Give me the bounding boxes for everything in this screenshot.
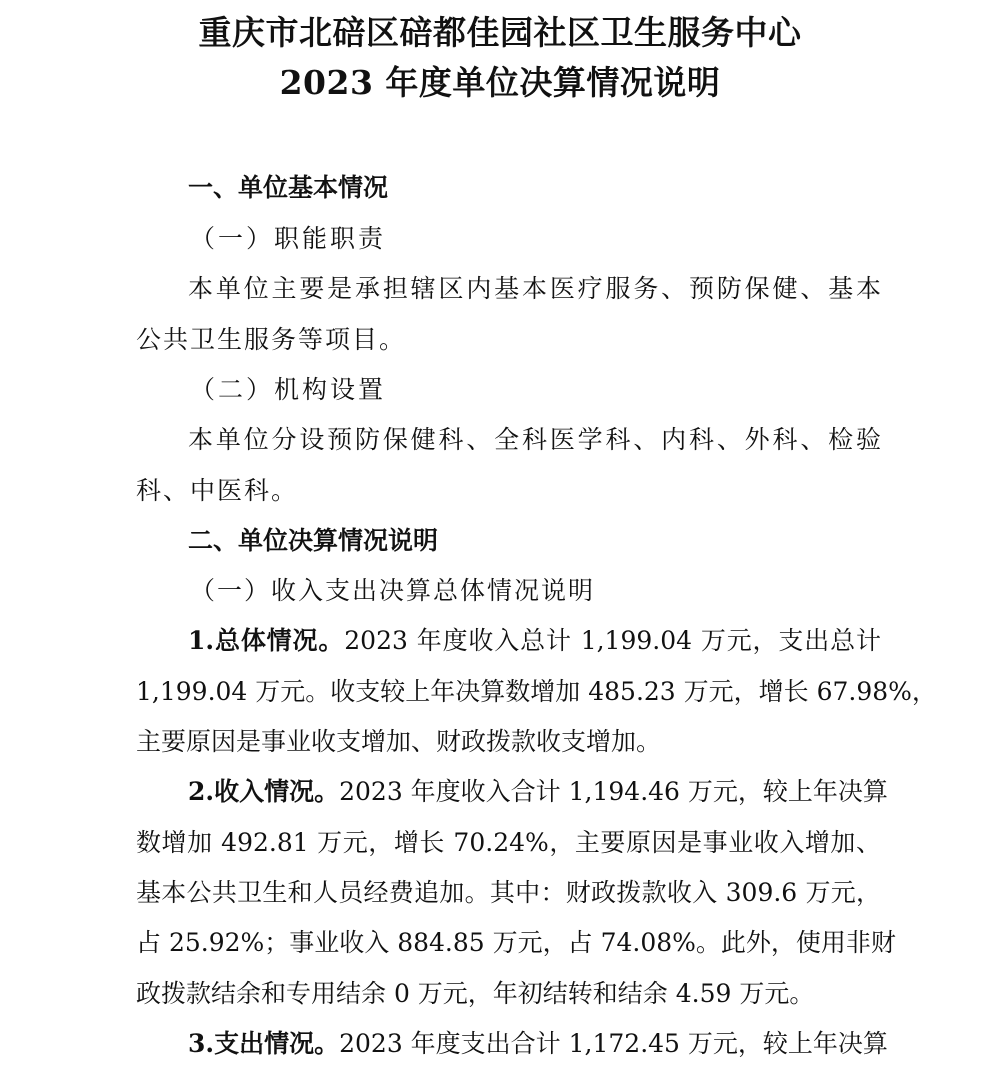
paragraph-line: 本单位主要是承担辖区内基本医疗服务、预防保健、基本 <box>188 274 881 303</box>
item-2-line <box>188 774 888 810</box>
document-title-line-1: 重庆市北碚区碚都佳园社区卫生服务中心 <box>198 13 802 52</box>
subsection-organization-heading: （二）机构设置 <box>190 375 387 404</box>
paragraph-line: 公共卫生服务等项目。 <box>136 325 407 354</box>
section-1-heading: 一、单位基本情况 <box>188 173 389 202</box>
paragraph-line: 基本公共卫生和人员经费追加。其中：财政拨款收入 309.6 万元， <box>136 878 881 907</box>
document-title-line-2: 2023 年度单位决算情况说明 <box>279 63 721 102</box>
paragraph-line: 政拨款结余和专用结余 0 万元，年初结转和结余 4.59 万元。 <box>136 979 815 1008</box>
paragraph-line: 本单位分设预防保健科、全科医学科、内科、外科、检验 <box>188 425 881 454</box>
paragraph-line: 主要原因是事业收支增加、财政拨款收支增加。 <box>136 727 662 756</box>
item-1-label: 1.总体情况。 <box>188 626 345 655</box>
subsection-income-expense-heading: （一）收入支出决算总体情况说明 <box>190 576 596 605</box>
item-2-label: 2.收入情况。 <box>188 777 340 806</box>
item-3-line <box>188 1026 888 1062</box>
paragraph-line: 数增加 492.81 万元，增长 70.24%，主要原因是事业收入增加、 <box>136 828 881 857</box>
paragraph-line: 占 25.92%；事业收入 884.85 万元，占 74.08%。此外，使用非财 <box>136 928 896 957</box>
item-3-label: 3.支出情况。 <box>188 1029 340 1058</box>
item-3-text: 2023 年度支出合计 1,172.45 万元，较上年决算 <box>339 1029 888 1058</box>
subsection-functions-heading: （一）职能职责 <box>190 224 387 253</box>
paragraph-line: 1,199.04 万元。收支较上年决算数增加 485.23 万元，增长 67.98%， <box>136 677 937 706</box>
item-1-text: 2023 年度收入总计 1,199.04 万元，支出总计 <box>344 626 881 655</box>
paragraph-line: 科、中医科。 <box>136 476 299 505</box>
item-2-text: 2023 年度收入合计 1,194.46 万元，较上年决算 <box>339 777 888 806</box>
item-1-line <box>188 623 881 659</box>
section-2-heading: 二、单位决算情况说明 <box>188 526 439 555</box>
